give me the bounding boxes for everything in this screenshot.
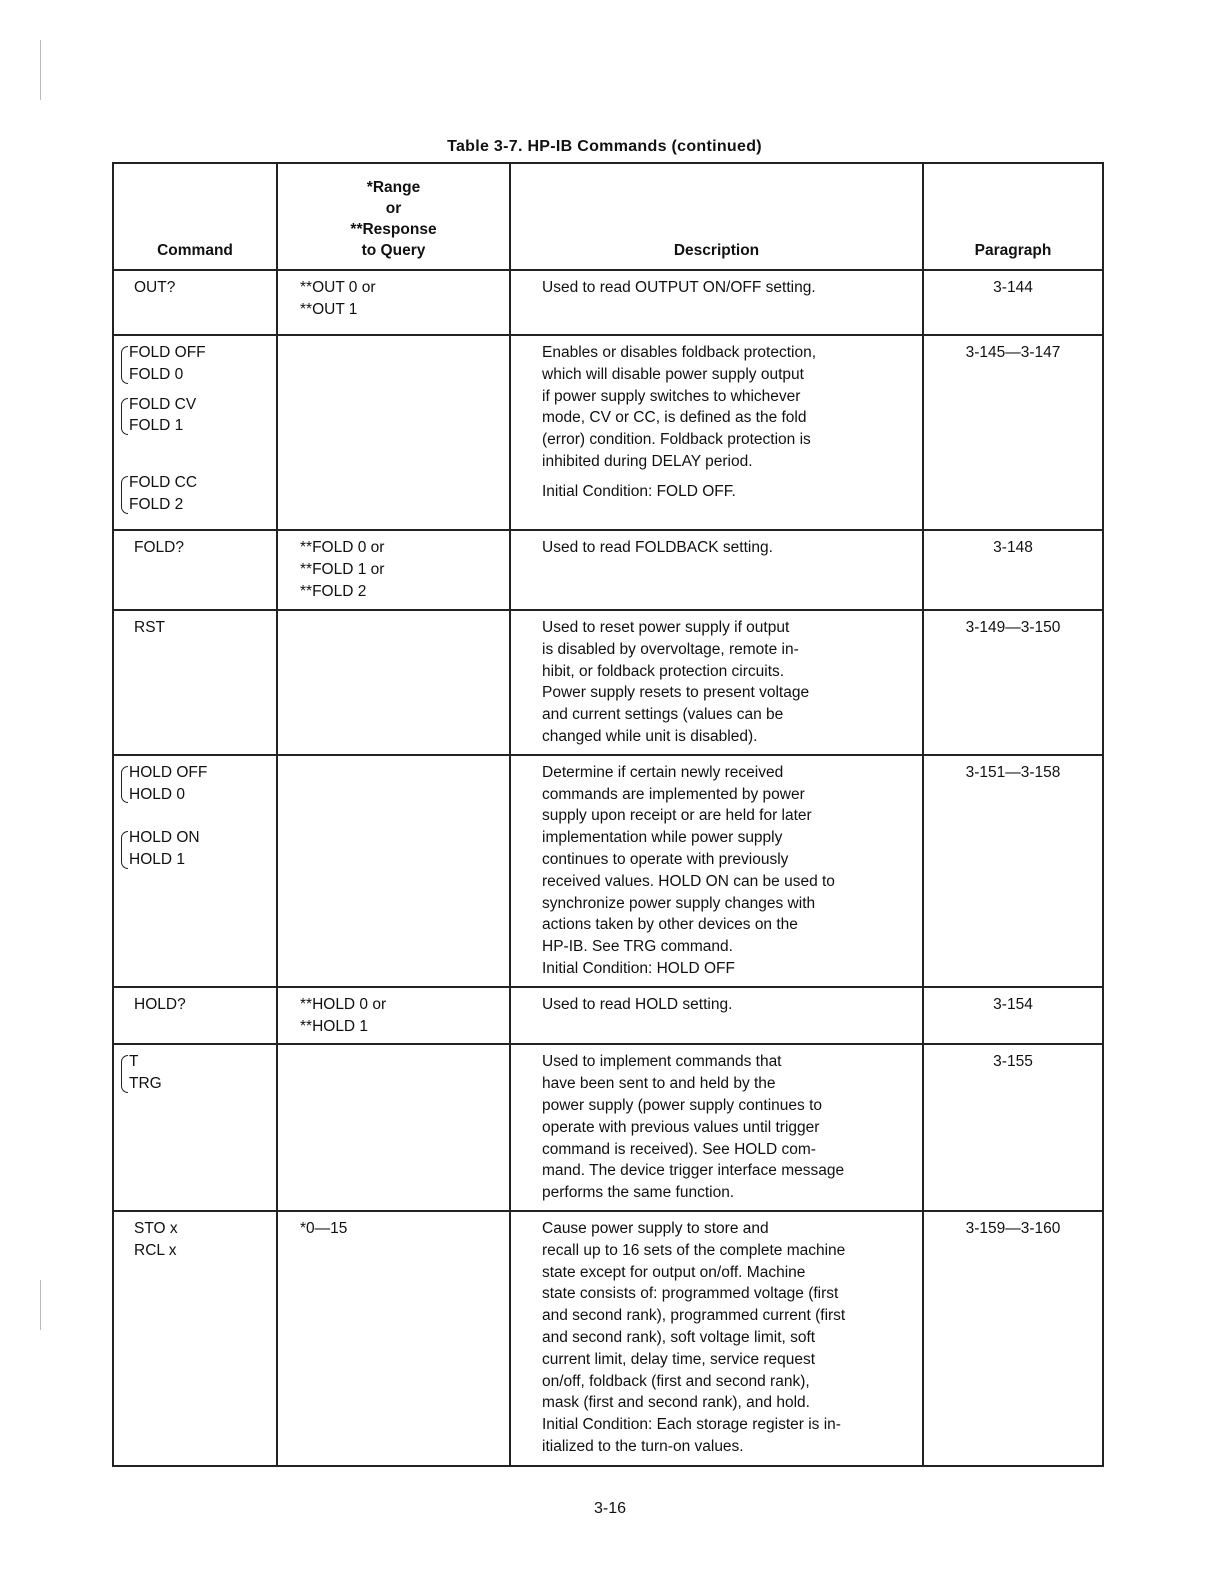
description-text: and second rank), programmed current (first: [542, 1307, 846, 1325]
description-text: mand. The device trigger interface message: [542, 1162, 845, 1180]
description-text: performs the same function.: [542, 1184, 735, 1202]
description-text: Used to implement commands that: [542, 1053, 782, 1071]
command-text: HOLD OFF: [129, 763, 208, 781]
command-text: FOLD 1: [129, 417, 184, 435]
description-text: and second rank), soft voltage limit, soft: [542, 1328, 816, 1346]
command-cell: [113, 610, 277, 755]
description-text: and current settings (values can be: [542, 706, 784, 724]
description-text: Determine if certain newly received: [542, 763, 784, 781]
table-row: [113, 1044, 1103, 1211]
description-text: is disabled by overvoltage, remote in-: [542, 640, 799, 658]
hpib-commands-table: [112, 162, 1104, 1467]
description-text: synchronize power supply changes with: [542, 894, 816, 912]
paragraph-cell: 3-145—3-147: [923, 335, 1103, 530]
command-text: STO x: [134, 1219, 178, 1237]
command-text: TRG: [129, 1075, 162, 1093]
command-group: [127, 472, 276, 516]
description-text: operate with previous values until trigger: [542, 1118, 820, 1136]
description-text: Used to reset power supply if output: [542, 619, 790, 636]
description-text: continues to operate with previously: [542, 850, 789, 868]
range-text: **FOLD 1 or: [300, 560, 385, 578]
table-row: [113, 610, 1103, 755]
paragraph-cell: 3-154: [923, 987, 1103, 1045]
range-text: **HOLD 1: [300, 1017, 369, 1035]
command-cell: [113, 1211, 277, 1466]
description-cell: [510, 755, 923, 987]
header-description: Description: [510, 163, 923, 270]
range-text: **FOLD 0 or: [300, 539, 385, 556]
table-row: [113, 755, 1103, 987]
header-range-line: **Response: [350, 221, 437, 238]
range-cell: [277, 530, 510, 610]
range-cell: [277, 1044, 510, 1211]
range-text: **OUT 0 or: [300, 279, 376, 296]
range-text: *0—15: [300, 1219, 348, 1237]
command-group: [127, 827, 276, 871]
table-title: Table 3-7. HP-IB Commands (continued): [447, 138, 762, 155]
command-text: HOLD 1: [129, 851, 185, 869]
command-text: FOLD 2: [129, 495, 184, 513]
command-cell: [113, 987, 277, 1045]
description-text: mask (first and second rank), and hold.: [542, 1394, 810, 1412]
command-group: [127, 1051, 276, 1095]
command-text: HOLD?: [134, 995, 186, 1013]
page-number: 3-16: [593, 1500, 627, 1517]
initial-condition: Initial Condition: FOLD OFF.: [542, 482, 736, 500]
description-text: recall up to 16 sets of the complete machine: [542, 1241, 846, 1259]
header-range-line: or: [385, 200, 402, 217]
command-text: RCL x: [134, 1241, 177, 1259]
range-cell: [277, 1211, 510, 1466]
command-text: FOLD?: [134, 539, 184, 556]
description-text: hibit, or foldback protection circuits.: [542, 662, 785, 680]
command-cell: [113, 1044, 277, 1211]
description-text: if power supply switches to whichever: [542, 387, 801, 405]
command-cell: [113, 270, 277, 335]
command-text: FOLD CC: [129, 474, 198, 492]
paragraph-cell: 3-159—3-160: [923, 1211, 1103, 1466]
description-cell: [510, 987, 923, 1045]
command-group: [127, 342, 276, 386]
range-cell: [277, 335, 510, 530]
description-text: current limit, delay time, service request: [542, 1350, 816, 1368]
description-text: Used to read OUTPUT ON/OFF setting.: [542, 279, 816, 296]
header-command: Command: [113, 163, 277, 270]
command-cell: [113, 530, 277, 610]
command-text: T: [129, 1053, 139, 1071]
table-header-row: [113, 163, 1103, 270]
header-paragraph: Paragraph: [923, 163, 1103, 270]
description-text: actions taken by other devices on the: [542, 916, 798, 934]
command-cell: [113, 755, 277, 987]
table-row: [113, 1211, 1103, 1466]
paragraph-cell: 3-148: [923, 530, 1103, 610]
command-text: FOLD 0: [129, 365, 184, 383]
range-text: **FOLD 2: [300, 582, 367, 600]
initial-condition: Initial Condition: Each storage register is in-: [542, 1416, 841, 1434]
description-text: which will disable power supply output: [542, 365, 804, 383]
description-text: Used to read FOLDBACK setting.: [542, 539, 773, 556]
paragraph-cell: 3-144: [923, 270, 1103, 335]
description-text: Enables or disables foldback protection,: [542, 344, 816, 361]
description-text: changed while unit is disabled).: [542, 727, 758, 745]
margin-mark: [40, 40, 41, 100]
range-cell: [277, 987, 510, 1045]
description-text: received values. HOLD ON can be used to: [542, 872, 835, 890]
header-range-line: to Query: [361, 242, 426, 259]
description-text: Used to read HOLD setting.: [542, 995, 733, 1013]
paragraph-cell: 3-149—3-150: [923, 610, 1103, 755]
description-text: Power supply resets to present voltage: [542, 684, 810, 702]
description-text: Cause power supply to store and: [542, 1219, 769, 1237]
table-row: [113, 335, 1103, 530]
table-row: [113, 530, 1103, 610]
command-text: HOLD 0: [129, 785, 185, 803]
range-text: **HOLD 0 or: [300, 995, 387, 1013]
description-text: HP-IB. See TRG command.: [542, 938, 733, 956]
range-cell: [277, 610, 510, 755]
description-text: state consists of: programmed voltage (first: [542, 1285, 839, 1303]
description-text: command is received). See HOLD com-: [542, 1140, 816, 1158]
description-text: state except for output on/off. Machine: [542, 1263, 806, 1281]
command-text: HOLD ON: [129, 829, 200, 847]
description-text: (error) condition. Foldback protection is: [542, 431, 811, 449]
command-text: RST: [134, 619, 165, 636]
description-text: power supply (power supply continues to: [542, 1096, 823, 1114]
description-text: have been sent to and held by the: [542, 1075, 776, 1093]
initial-condition: Initial Condition: HOLD OFF: [542, 959, 735, 977]
description-text: commands are implemented by power: [542, 785, 805, 803]
command-text: FOLD OFF: [129, 344, 206, 361]
description-text: supply upon receipt or are held for later: [542, 807, 812, 825]
description-text: on/off, foldback (first and second rank),: [542, 1372, 810, 1390]
description-text: implementation while power supply: [542, 829, 783, 847]
description-cell: [510, 1211, 923, 1466]
description-text: mode, CV or CC, is defined as the fold: [542, 409, 807, 427]
description-text: itialized to the turn-on values.: [542, 1437, 744, 1455]
range-cell: [277, 755, 510, 987]
command-cell: [113, 335, 277, 530]
description-cell: [510, 270, 923, 335]
description-cell: [510, 610, 923, 755]
command-group: [127, 394, 276, 438]
description-cell: [510, 530, 923, 610]
paragraph-cell: 3-151—3-158: [923, 755, 1103, 987]
command-group: [127, 762, 276, 806]
range-text: **OUT 1: [300, 300, 358, 318]
table-row: [113, 270, 1103, 335]
header-range: [277, 163, 510, 270]
paragraph-cell: 3-155: [923, 1044, 1103, 1211]
description-text: inhibited during DELAY period.: [542, 452, 753, 470]
command-text: FOLD CV: [129, 395, 197, 413]
command-text: OUT?: [134, 279, 176, 296]
table-row: [113, 987, 1103, 1045]
range-cell: [277, 270, 510, 335]
description-cell: [510, 1044, 923, 1211]
header-range-line: *Range: [366, 179, 421, 196]
margin-mark: [40, 1280, 41, 1330]
description-cell: [510, 335, 923, 530]
